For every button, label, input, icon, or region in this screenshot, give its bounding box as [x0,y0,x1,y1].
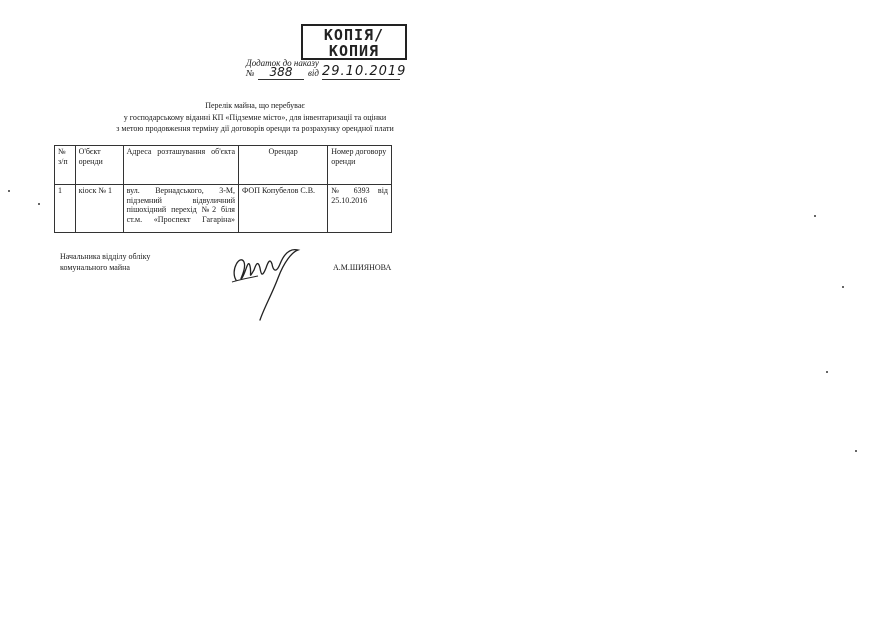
order-date: 29.10.2019 [322,64,407,79]
handwritten-signature [228,240,318,322]
scan-speck [826,371,828,373]
scan-speck [842,286,844,288]
cell-address: вул. Вернадського, 3-М, підземний відвуличний пішохідний перехід №2 біля ст.м. «Проспект Гагаріна» [123,185,238,233]
title-line-2: у господарському віданні КП «Підземне місто», для інвентаризації та оцінки [123,112,387,122]
cell-contract: № 6393 від 25.10.2016 [328,185,392,233]
order-number: 388 [258,65,304,80]
copy-stamp [301,24,407,60]
header-address: Адреса розташування об'єкта [123,146,238,185]
signatory-position [60,251,150,273]
property-table [54,145,392,233]
scan-speck [8,190,10,192]
scan-speck [855,450,857,452]
number-sign: № [246,68,255,78]
table-header-row [55,146,392,185]
title-line-1: Перелік майна, що перебуває [205,101,305,110]
header-number: № з/п [55,146,76,185]
header-contract: Номер договору оренди [328,146,392,185]
addendum-label: Додаток до наказу [246,58,319,68]
document-title [40,100,470,135]
signatory-name: А.М.ШИЯНОВА [333,263,392,272]
header-object: О'бєкт оренди [75,146,123,185]
stamp-line-2: КОПИЯ [328,42,380,60]
cell-tenant: ФОП Копубелов С.В. [239,185,328,233]
title-line-3: з метою продовження терміну дії договорів оренди та розрахунку орендної плати [116,124,394,133]
position-line-2: комунального майна [60,263,130,272]
stamp-line-1: КОПІЯ/ [323,26,385,44]
order-reference [246,64,407,80]
scan-speck [814,215,816,217]
cell-object: кіоск № 1 [75,185,123,233]
header-tenant: Орендар [239,146,328,185]
table-row [55,185,392,233]
cell-number: 1 [55,185,76,233]
position-line-1: Начальника відділу обліку [60,252,151,261]
date-label: від [308,68,319,78]
scan-speck [38,203,40,205]
